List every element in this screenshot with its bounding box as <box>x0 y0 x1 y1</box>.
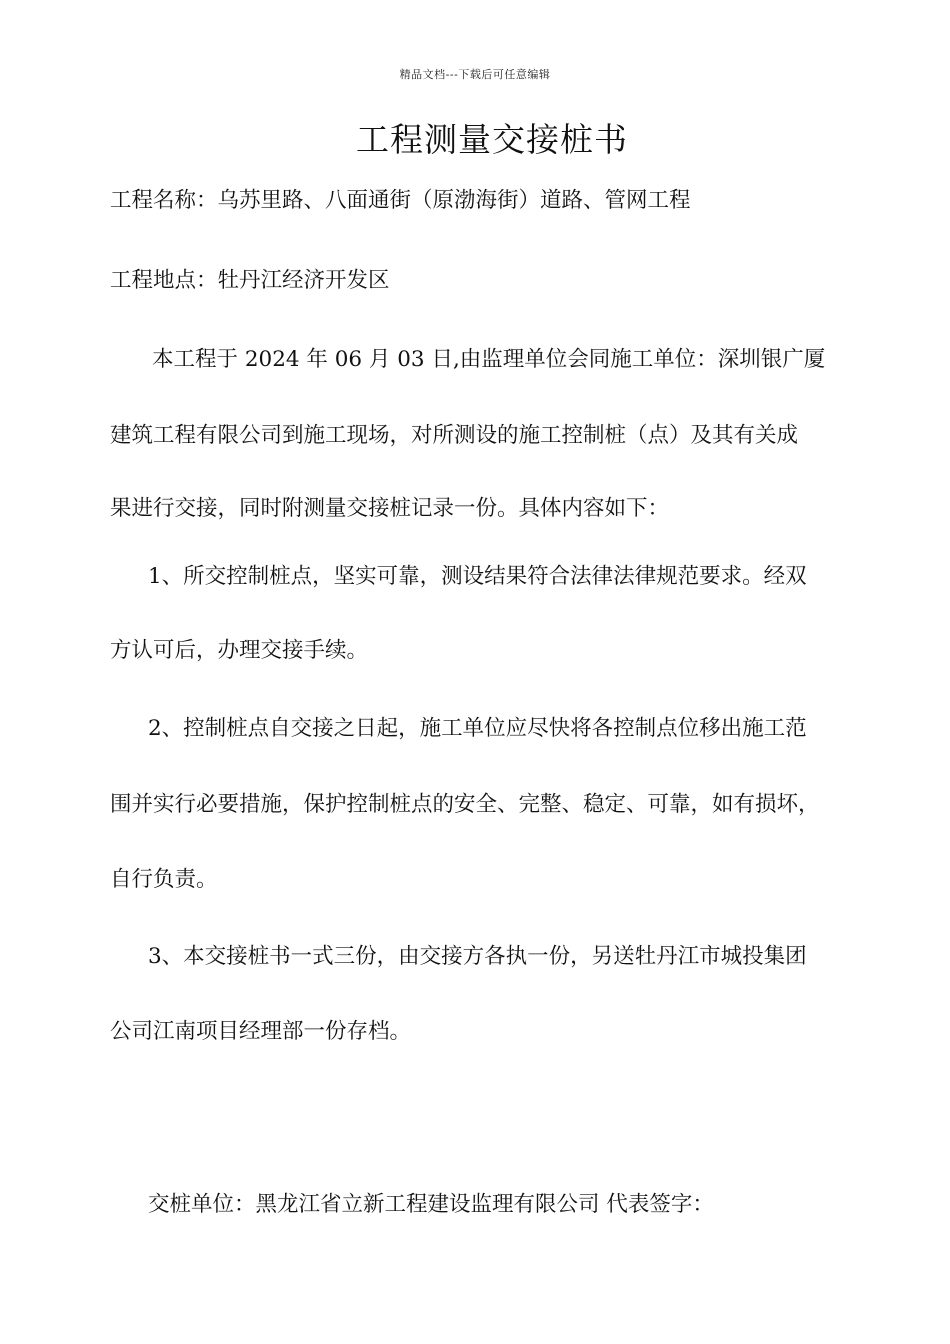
item1-line-1: 1、所交控制桩点，坚实可靠，测设结果符合法律法律规范要求。经双 <box>148 564 807 589</box>
header-note: 精品文档---下载后可任意编辑 <box>399 68 551 81</box>
item3-line-1: 3、本交接桩书一式三份，由交接方各执一份，另送牡丹江市城投集团 <box>148 944 807 969</box>
intro-line-2: 建筑工程有限公司到施工现场，对所测设的施工控制桩（点）及其有关成 <box>110 423 799 448</box>
intro-line-1: 本工程于 2024 年 06 月 03 日,由监理单位会同施工单位：深圳银广厦 <box>152 347 826 372</box>
handover-unit-line: 交桩单位：黑龙江省立新工程建设监理有限公司 代表签字： <box>148 1192 714 1217</box>
item2-line-2: 围并实行必要措施，保护控制桩点的安全、完整、稳定、可靠，如有损坏， <box>110 792 820 817</box>
item2-line-1: 2、控制桩点自交接之日起，施工单位应尽快将各控制点位移出施工范 <box>148 716 807 741</box>
item2-line-3: 自行负责。 <box>110 867 218 892</box>
project-name-line: 工程名称：乌苏里路、八面通街（原渤海街）道路、管网工程 <box>110 188 691 213</box>
intro-line-3: 果进行交接，同时附测量交接桩记录一份。具体内容如下： <box>110 496 670 521</box>
project-location-line: 工程地点：牡丹江经济开发区 <box>110 268 390 293</box>
item1-line-2: 方认可后，办理交接手续。 <box>110 638 369 663</box>
document-title: 工程测量交接桩书 <box>356 120 628 159</box>
item3-line-2: 公司江南项目经理部一份存档。 <box>110 1019 412 1044</box>
